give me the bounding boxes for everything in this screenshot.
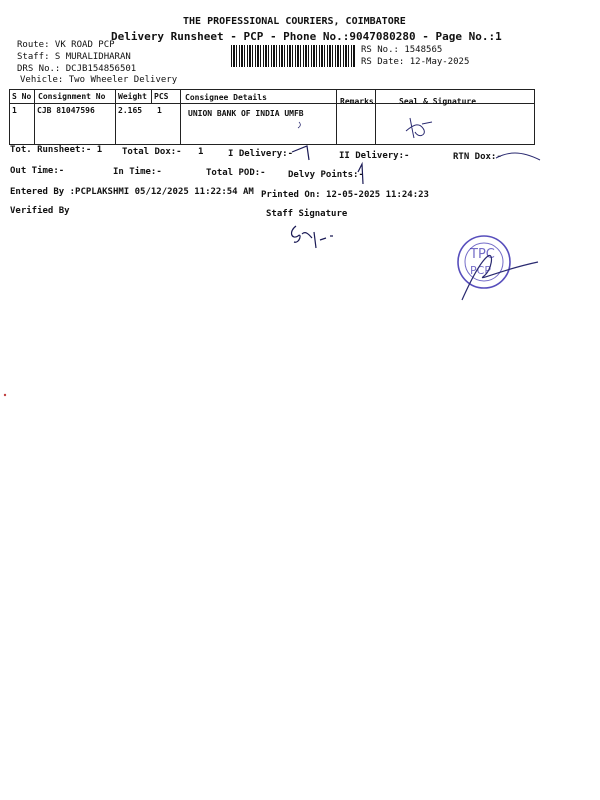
vehicle-label: Vehicle: Two Wheeler Delivery — [20, 75, 178, 85]
rs-date: RS Date: 12-May-2025 — [361, 57, 470, 67]
drs-label: DRS No.: DCJB154856501 — [17, 64, 137, 74]
printed-on: Printed On: 12-05-2025 11:24:23 — [261, 190, 429, 200]
header-weight: Weight — [118, 92, 147, 101]
ii-delivery-label: II Delivery:- — [339, 151, 410, 161]
total-dox-value: 1 — [198, 147, 204, 157]
company-name: THE PROFESSIONAL COURIERS, COIMBATORE — [183, 16, 406, 27]
total-pod-label: Total POD:- — [206, 168, 266, 178]
header-sno: S No — [12, 92, 32, 101]
stamp-text-bottom: PCP — [470, 264, 491, 277]
tpc-stamp — [458, 236, 510, 288]
seal-signature — [406, 118, 432, 138]
delvy-points-mark — [358, 164, 363, 184]
i-delivery-label: I Delivery:- — [228, 149, 294, 159]
runsheet-title: Delivery Runsheet - PCP - Phone No.:9047080280 - Page No.:1 — [111, 30, 502, 43]
i-delivery-mark — [292, 146, 309, 160]
row-consignee: UNION BANK OF INDIA UMFB — [188, 109, 304, 118]
route-label: Route: VK ROAD PCP — [17, 40, 115, 50]
verified-by: Verified By — [10, 206, 70, 216]
header-remarks: Remarks — [340, 97, 374, 106]
header-seal: Seal & Signature — [399, 97, 477, 106]
row-weight: 2.165 — [118, 106, 143, 115]
header-consignment: Consignment No — [38, 92, 106, 101]
header-consignee: Consignee Details — [185, 93, 267, 102]
row-consignment: CJB 81047596 — [37, 106, 95, 115]
delvy-points-label: Delvy Points:- — [288, 170, 364, 180]
rtn-dox-line — [496, 153, 540, 160]
stamp-text-top: TPC — [470, 247, 495, 262]
tot-runsheet: Tot. Runsheet:- 1 — [10, 145, 103, 155]
in-time-label: In Time:- — [113, 167, 162, 177]
rs-number: RS No.: 1548565 — [361, 45, 443, 55]
staff-signature — [292, 226, 333, 248]
consignee-mark — [298, 122, 300, 128]
rtn-dox-label: RTN Dox:- — [453, 152, 502, 162]
total-dox-label: Total Dox:- — [122, 147, 182, 157]
staff-label: Staff: S MURALIDHARAN — [17, 52, 131, 62]
row-sno: 1 — [12, 106, 17, 115]
staff-signature-label: Staff Signature — [266, 209, 348, 219]
entered-by: Entered By :PCPLAKSHMI 05/12/2025 11:22:54 AM — [10, 187, 254, 197]
out-time-label: Out Time:- — [10, 166, 65, 176]
header-pcs: PCS — [154, 92, 169, 101]
row-pcs: 1 — [157, 106, 162, 115]
